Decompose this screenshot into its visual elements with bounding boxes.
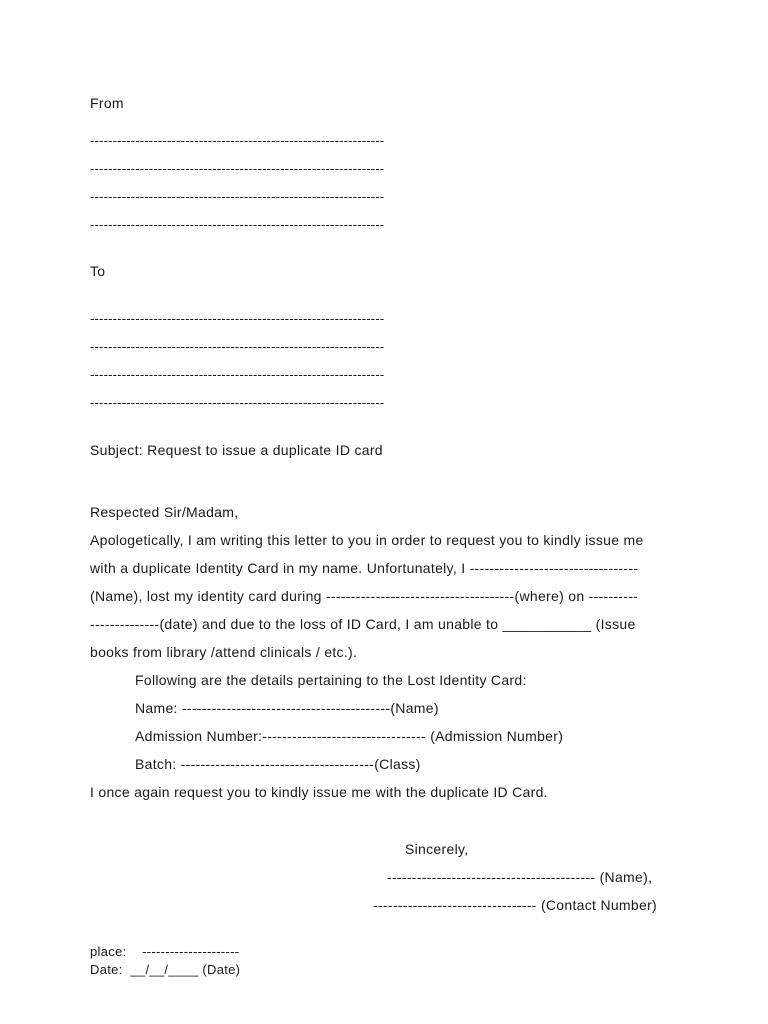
to-line-3: ----------------------------------------------------------------- — [90, 367, 385, 382]
from-line-3: ----------------------------------------------------------------- — [90, 189, 385, 204]
body-line-4: --------------(date) and due to the loss of ID Card, I am unable to ___________ (Issue — [90, 616, 636, 632]
subject-line: Subject: Request to issue a duplicate ID card — [90, 442, 383, 458]
signature-contact-line: --------------------------------- (Contact Number) — [373, 897, 657, 913]
body-line-5: books from library /attend clinicals / etc.). — [90, 644, 358, 660]
to-line-4: ----------------------------------------------------------------- — [90, 395, 385, 410]
to-label: To — [90, 263, 106, 279]
details-intro: Following are the details pertaining to the Lost Identity Card: — [135, 672, 527, 688]
signature-name-line: ------------------------------------------ (Name), — [387, 869, 653, 885]
from-label: From — [90, 95, 124, 111]
body-line-2: with a duplicate Identity Card in my name. Unfortunately, I ---------------------------------- — [90, 560, 639, 576]
from-line-1: ----------------------------------------------------------------- — [90, 133, 385, 148]
detail-name: Name: ------------------------------------------(Name) — [135, 700, 439, 716]
detail-admission-number: Admission Number:--------------------------------- (Admission Number) — [135, 728, 564, 744]
closing-line: I once again request you to kindly issue me with the duplicate ID Card. — [90, 784, 548, 800]
salutation: Respected Sir/Madam, — [90, 504, 239, 520]
sincerely: Sincerely, — [405, 841, 469, 857]
detail-batch: Batch: ---------------------------------------(Class) — [135, 756, 421, 772]
from-line-4: ----------------------------------------------------------------- — [90, 217, 385, 232]
to-line-2: ----------------------------------------------------------------- — [90, 339, 385, 354]
to-line-1: ----------------------------------------------------------------- — [90, 311, 385, 326]
from-line-2: ----------------------------------------------------------------- — [90, 161, 385, 176]
body-line-3: (Name), lost my identity card during --------------------------------------(where) on ---------- — [90, 588, 639, 604]
footer-date: Date: __/__/____ (Date) — [90, 962, 241, 977]
footer-place: place: --------------------- — [90, 944, 240, 959]
body-line-1: Apologetically, I am writing this letter to you in order to request you to kindly issue me — [90, 532, 644, 548]
